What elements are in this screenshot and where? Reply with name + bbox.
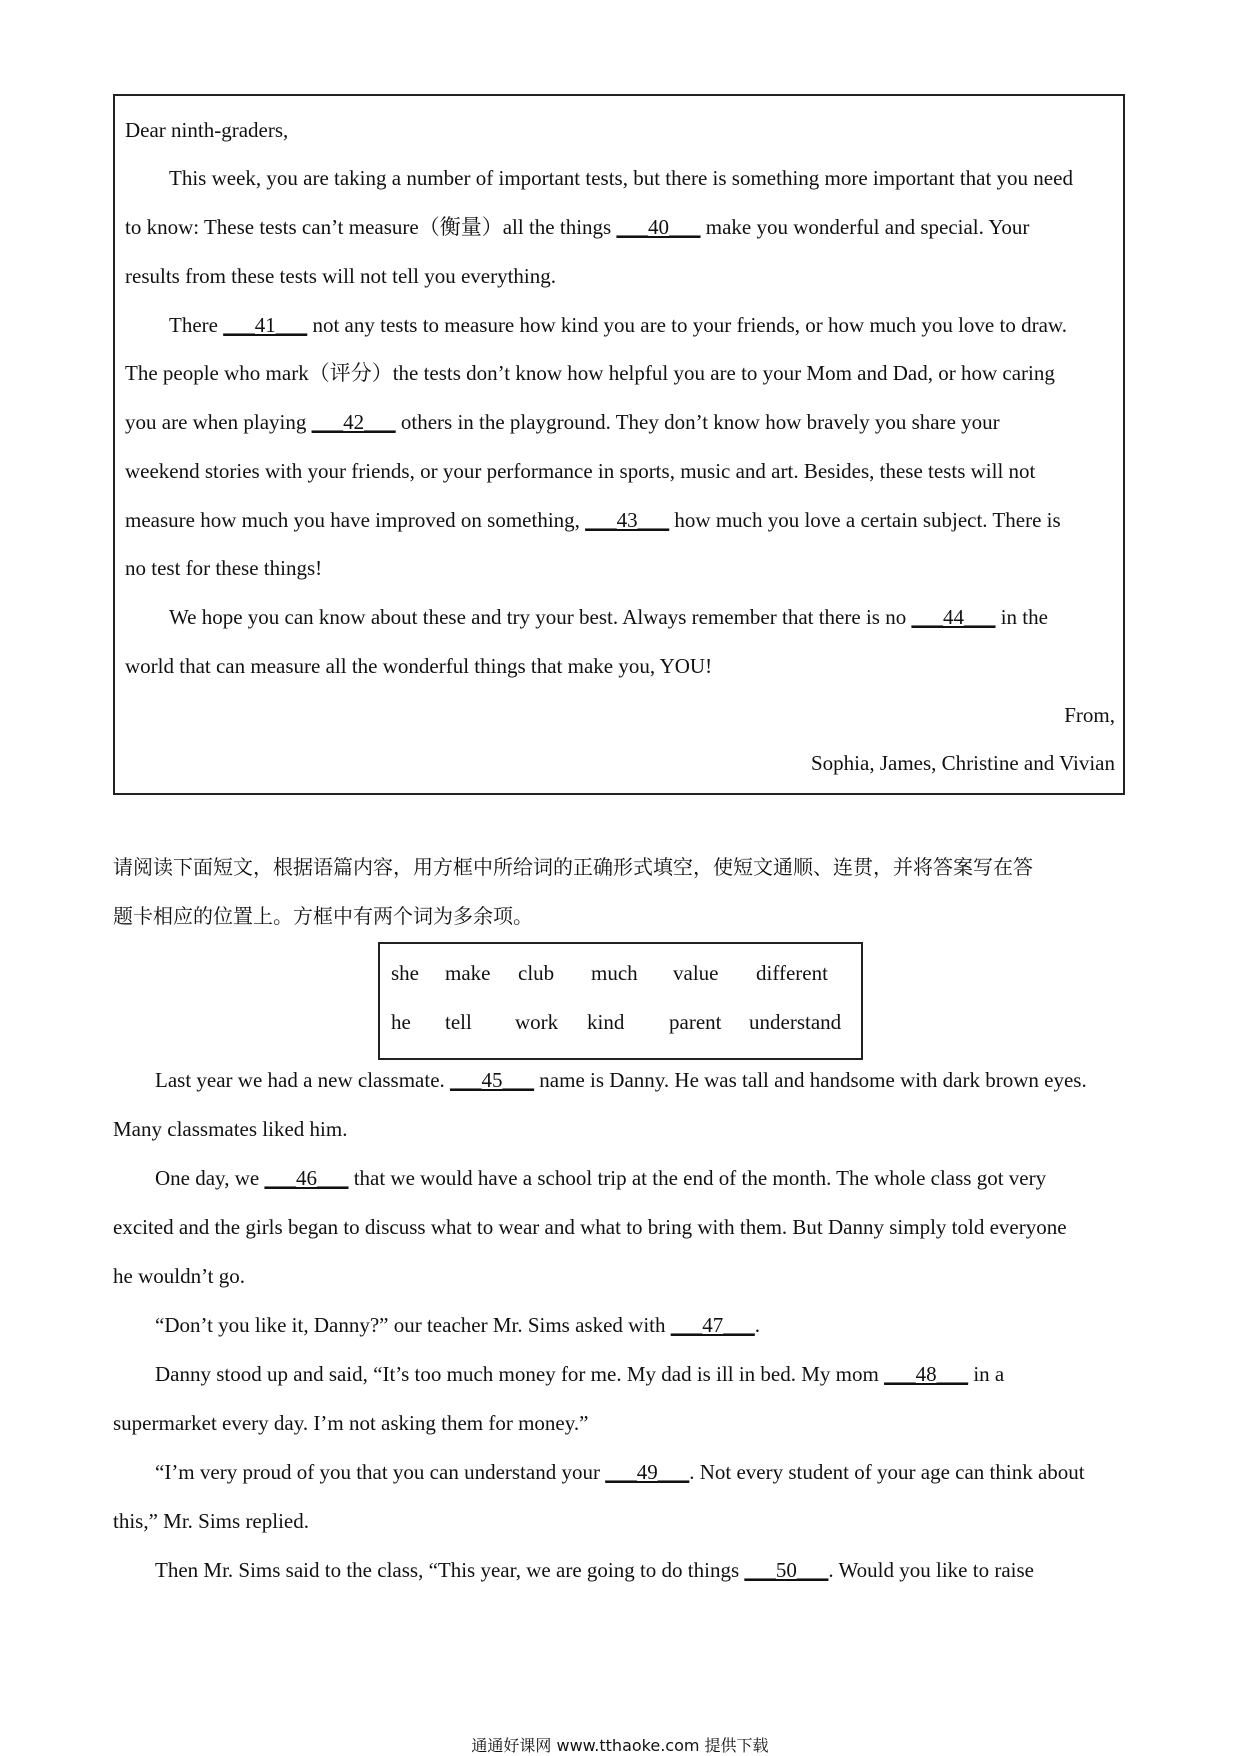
letter-p3-line2: world that can measure all the wonderful things that make you, YOU! (125, 654, 713, 678)
text-segment: Last year we had a new classmate. (155, 1068, 451, 1092)
text-segment: in a (968, 1362, 1005, 1386)
blank-45: ___45___ (450, 1068, 535, 1092)
story-p3-line1 (155, 1312, 760, 1338)
blank-40: ___40___ (616, 215, 701, 239)
letter-signature: Sophia, James, Christine and Vivian (811, 751, 1115, 775)
letter-box (113, 94, 1125, 795)
text-segment: to know: These tests can’t measure（衡量）all the things (125, 215, 617, 239)
text-segment: you are when playing (125, 410, 312, 434)
word-value: value (673, 961, 719, 985)
instructions-line1: 请阅读下面短文，根据语篇内容，用方框中所给词的正确形式填空，使短文通顺、连贯，并将答案写在答 (113, 855, 1033, 879)
text-segment: measure how much you have improved on something, (125, 508, 586, 532)
text-segment: name is Danny. He was tall and handsome with dark brown eyes. (534, 1068, 1087, 1092)
text-segment: One day, we (155, 1166, 265, 1190)
word-much: much (591, 961, 638, 985)
blank-48: ___48___ (884, 1362, 969, 1386)
text-segment: . (754, 1313, 761, 1337)
blank-41: ___41___ (223, 313, 308, 337)
letter-p3-line1 (169, 604, 1048, 630)
letter-p2-line2: The people who mark（评分）the tests don’t know how helpful you are to your Mom and Dad, or how caring (125, 361, 1055, 385)
word-he: he (391, 1010, 411, 1034)
text-segment: how much you love a certain subject. There is (669, 508, 1061, 532)
text-segment: not any tests to measure how kind you are to your friends, or how much you love to draw. (307, 313, 1067, 337)
story-p4-line1 (155, 1361, 1004, 1387)
letter-p1-line2 (125, 214, 1029, 240)
letter-p2-line5 (125, 507, 1061, 533)
word-tell: tell (445, 1010, 472, 1034)
text-segment: make you wonderful and special. Your (700, 215, 1030, 239)
blank-49: ___49___ (605, 1460, 690, 1484)
text-segment: “Don’t you like it, Danny?” our teacher Mr. Sims asked with (155, 1313, 671, 1337)
letter-closing: From, (1064, 703, 1115, 727)
letter-p2-line4: weekend stories with your friends, or your performance in sports, music and art. Besides, these tests will not (125, 459, 1036, 483)
blank-47: ___47___ (670, 1313, 755, 1337)
story-p6-line1 (155, 1557, 1034, 1583)
text-segment: . Not every student of your age can think about (689, 1460, 1085, 1484)
blank-43: ___43___ (585, 508, 670, 532)
story-p5-line2: this,” Mr. Sims replied. (113, 1509, 309, 1533)
story-p5-line1 (155, 1459, 1085, 1485)
story-p4-line2: supermarket every day. I’m not asking them for money.” (113, 1411, 589, 1435)
blank-42: ___42___ (311, 410, 396, 434)
letter-p2-line3 (125, 409, 1000, 435)
word-club: club (518, 961, 555, 985)
text-segment: Then Mr. Sims said to the class, “This year, we are going to do things (155, 1558, 745, 1582)
text-segment: others in the playground. They don’t know how bravely you share your (395, 410, 1000, 434)
story-p1-line1 (155, 1067, 1087, 1093)
word-parent: parent (669, 1010, 722, 1034)
instructions-line2: 题卡相应的位置上。方框中有两个词为多余项。 (113, 904, 533, 928)
story-p1-line2: Many classmates liked him. (113, 1117, 348, 1141)
letter-p1-line1: This week, you are taking a number of important tests, but there is something more important that you need (169, 166, 1073, 190)
letter-p2-line1 (169, 312, 1067, 338)
word-different: different (756, 961, 828, 985)
text-segment: . Would you like to raise (828, 1558, 1034, 1582)
blank-44: ___44___ (911, 605, 996, 629)
word-work: work (515, 1010, 559, 1034)
text-segment: Danny stood up and said, “It’s too much money for me. My dad is ill in bed. My mom (155, 1362, 885, 1386)
word-she: she (391, 961, 419, 985)
word-kind: kind (587, 1010, 625, 1034)
word-make: make (445, 961, 491, 985)
story-p2-line1 (155, 1165, 1046, 1191)
text-segment: that we would have a school trip at the end of the month. The whole class got very (348, 1166, 1047, 1190)
text-segment: “I’m very proud of you that you can understand your (155, 1460, 606, 1484)
blank-46: ___46___ (264, 1166, 349, 1190)
text-segment: There (169, 313, 224, 337)
story-p2-line2: excited and the girls began to discuss what to wear and what to bring with them. But Danny simply told everyone (113, 1215, 1067, 1239)
story-p2-line3: he wouldn’t go. (113, 1264, 246, 1288)
blank-50: ___50___ (744, 1558, 829, 1582)
text-segment: in the (995, 605, 1048, 629)
letter-p1-line3: results from these tests will not tell you everything. (125, 264, 557, 288)
letter-p2-line6: no test for these things! (125, 556, 323, 580)
word-understand: understand (749, 1010, 842, 1034)
page-footer: 通通好课网 www.tthaoke.com 提供下载 (471, 1736, 769, 1755)
text-segment: We hope you can know about these and try your best. Always remember that there is no (169, 605, 912, 629)
letter-greeting: Dear ninth-graders, (125, 118, 289, 142)
